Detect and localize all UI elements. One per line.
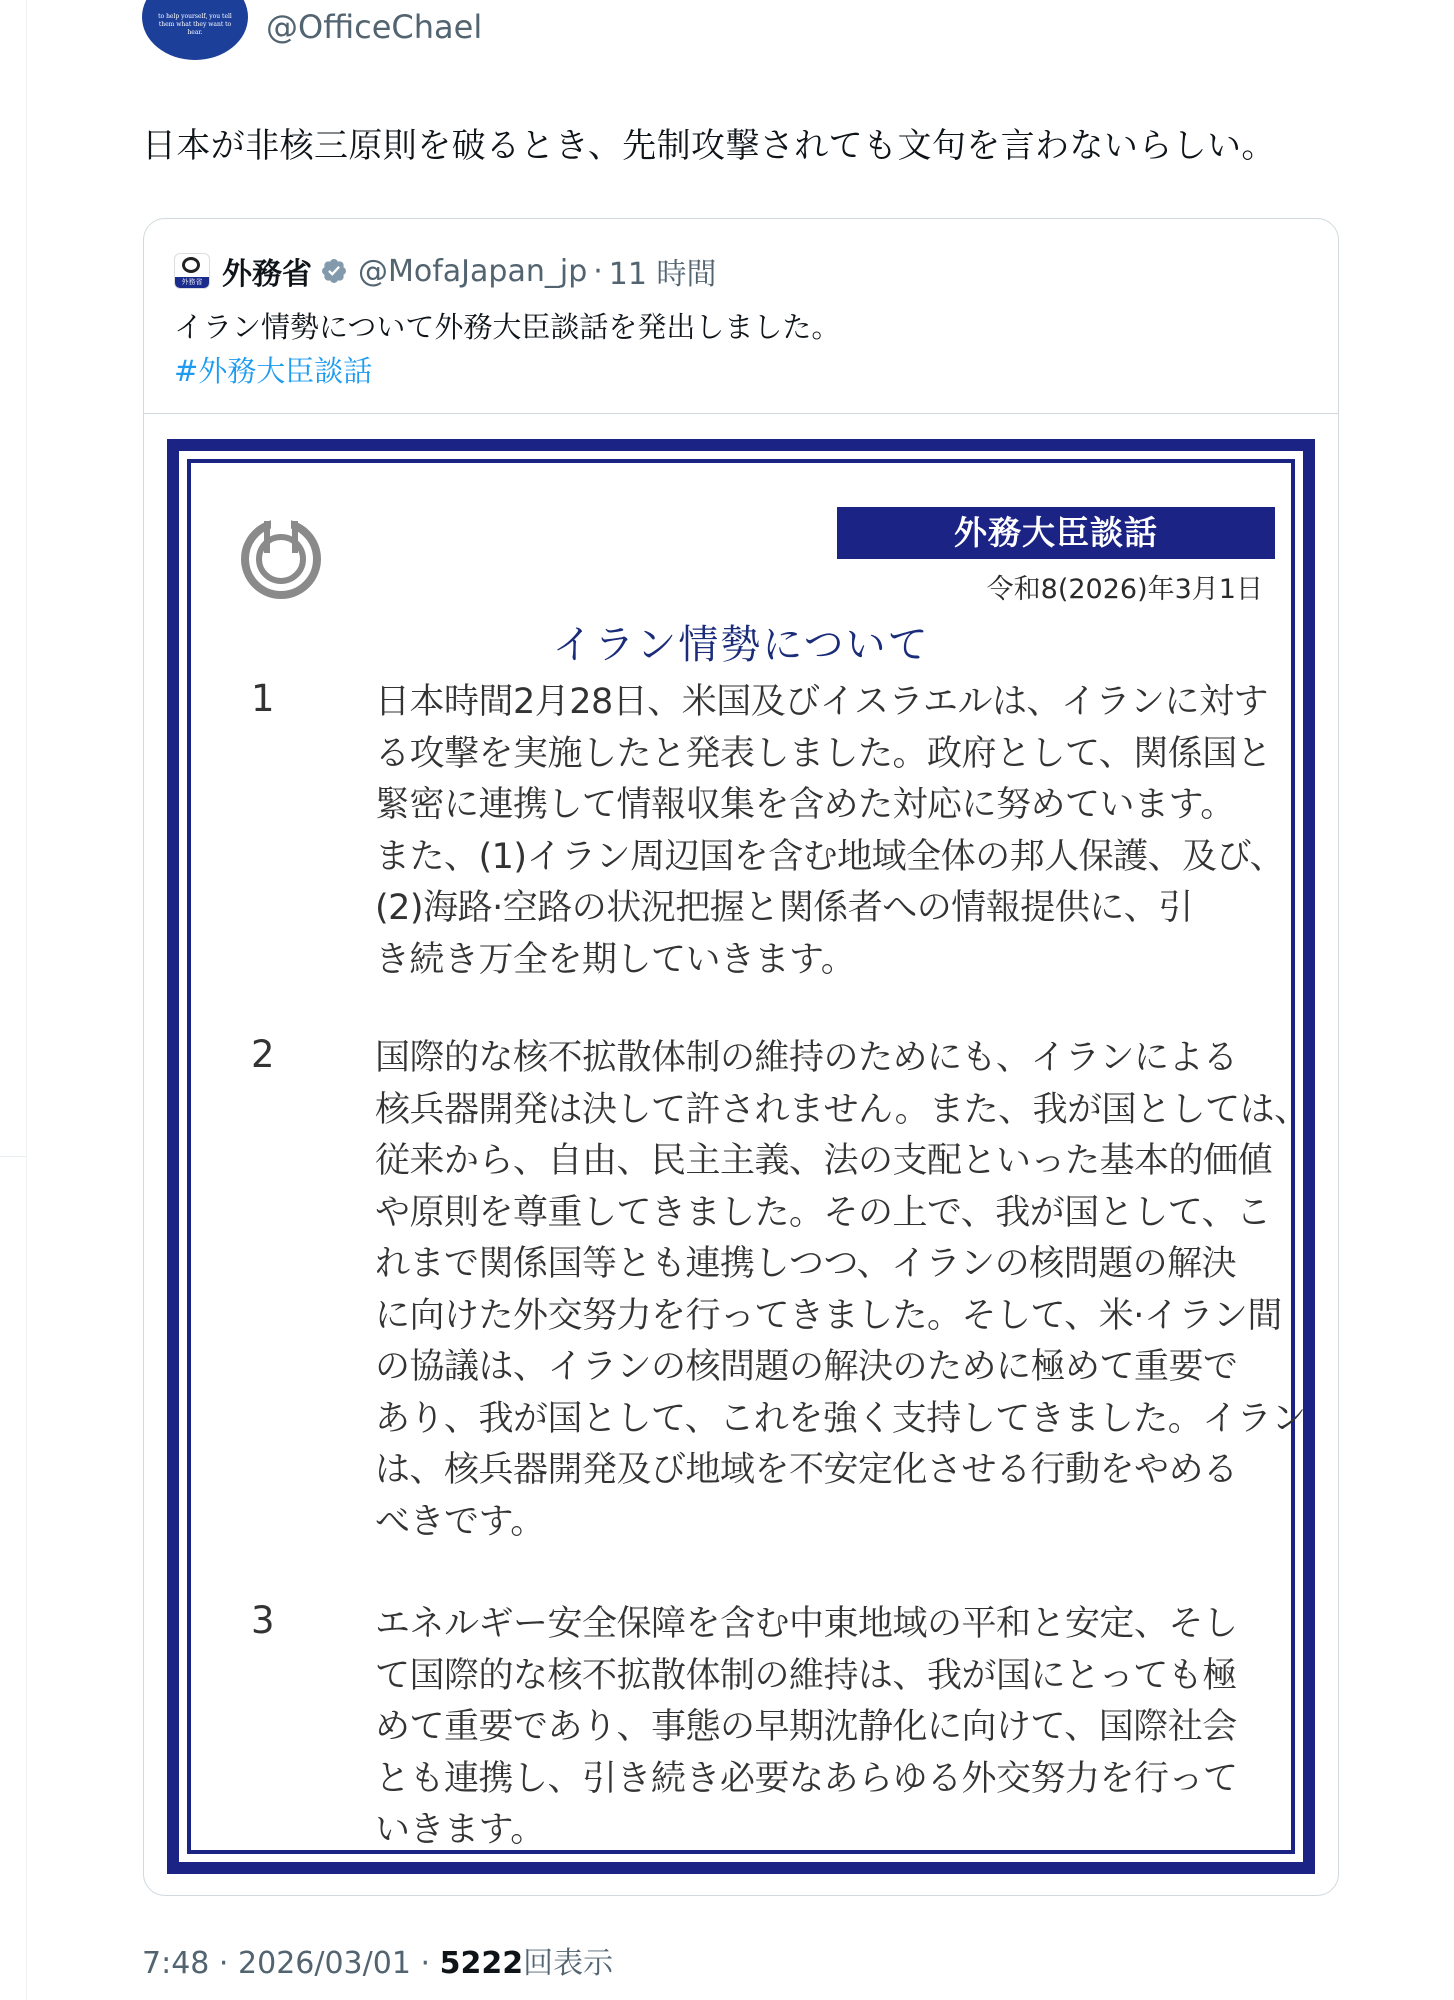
- paragraph-line: 緊密に連携して情報収集を含めた対応に努めています。: [375, 785, 1235, 825]
- paragraph-line: る攻撃を実施したと発表しました。政府として、関係国と: [375, 733, 1272, 774]
- quoted-tweet-header: [174, 249, 717, 293]
- paragraph-line: や原則を尊重してきました。その上で、我が国として、こ: [375, 1192, 1271, 1233]
- paragraph-line: れまで関係国等とも連携しつつ、イランの核問題の解決: [375, 1244, 1237, 1284]
- author-handle[interactable]: @OfficeChael: [266, 8, 483, 46]
- timeline-border-tick: [0, 1156, 26, 1157]
- header-separator: ·: [593, 253, 603, 289]
- paragraph-line: 従来から、自由、民主主義、法の支配といった基本的価値: [375, 1141, 1273, 1181]
- paragraph-line: 核兵器開発は決して許されません。また、我が国としては、: [375, 1089, 1309, 1130]
- paragraph-number: 2: [251, 1033, 275, 1076]
- paragraph-line: 日本時間2月28日、米国及びイスラエルは、イランに対す: [375, 682, 1268, 722]
- view-count: 5222: [439, 1946, 524, 1981]
- verified-badge-icon: [320, 257, 348, 285]
- tweet-text: 日本が非核三原則を破るとき、先制攻撃されても文句を言わないらしい。: [142, 126, 1276, 166]
- statement-title: イラン情勢について: [552, 622, 930, 668]
- mofa-logo-icon[interactable]: [174, 253, 210, 289]
- press-release-image[interactable]: [167, 439, 1315, 1874]
- meta-separator: ·: [420, 1946, 431, 1981]
- quoted-tweet-text: イラン情勢について外務大臣談話を発出しました。: [174, 310, 841, 344]
- paragraph-line: べきです。: [375, 1501, 545, 1542]
- tweet-metadata: [142, 1938, 613, 1982]
- quoted-author-handle[interactable]: @MofaJapan_jp: [358, 253, 588, 289]
- view-count-label: 回表示: [523, 1946, 614, 1981]
- paragraph-line: いきます。: [375, 1810, 545, 1850]
- paragraph-line: の協議は、イランの核問題の解決のために極めて重要で: [375, 1347, 1238, 1387]
- paragraph-line: き続き万全を期していきます。: [375, 939, 856, 980]
- quoted-tweet-card[interactable]: [143, 218, 1339, 1896]
- post-time[interactable]: 7:48: [142, 1946, 210, 1981]
- paragraph-line: また、(1)イラン周辺国を含む地域全体の邦人保護、及び、: [375, 836, 1285, 877]
- statement-banner: 外務大臣談話: [837, 507, 1275, 559]
- mofa-emblem-icon: [237, 513, 325, 601]
- paragraph-line: (2)海路·空路の状況把握と関係者への情報提供に、引: [375, 888, 1193, 928]
- quoted-author-name[interactable]: 外務省: [222, 257, 312, 292]
- meta-separator: ·: [218, 1946, 229, 1981]
- timeline-border: [26, 0, 27, 2000]
- paragraph-line: とも連携し、引き続き必要なあらゆる外交努力を行って: [375, 1758, 1238, 1799]
- paragraph-line: あり、我が国として、これを強く支持してきました。イラン: [375, 1398, 1306, 1439]
- paragraph-line: めて重要であり、事態の早期沈静化に向けて、国際社会: [375, 1707, 1237, 1747]
- post-date[interactable]: 2026/03/01: [238, 1946, 411, 1981]
- paragraph-line: て国際的な核不拡散体制の維持は、我が国にとっても極: [375, 1655, 1237, 1696]
- quoted-divider: [144, 413, 1338, 414]
- avatar-caption: to help yourself, you tell them what they want to hear.: [158, 13, 232, 36]
- paragraph-line: エネルギー安全保障を含む中東地域の平和と安定、そし: [375, 1604, 1238, 1644]
- paragraph-line: は、核兵器開発及び地域を不安定化させる行動をやめる: [375, 1450, 1238, 1490]
- paragraph-line: に向けた外交努力を行ってきました。そして、米·イラン間: [375, 1295, 1282, 1336]
- paragraph-number: 3: [251, 1599, 275, 1642]
- paragraph-line: 国際的な核不拡散体制の維持のためにも、イランによる: [375, 1038, 1238, 1078]
- quoted-timestamp[interactable]: 11 時間: [608, 257, 717, 292]
- paragraph-number: 1: [251, 677, 275, 720]
- mofa-logo-label: 外務省: [175, 277, 209, 288]
- hashtag-link[interactable]: #外務大臣談話: [174, 354, 373, 388]
- author-avatar[interactable]: [142, 0, 248, 60]
- statement-date: 令和8(2026)年3月1日: [986, 574, 1263, 605]
